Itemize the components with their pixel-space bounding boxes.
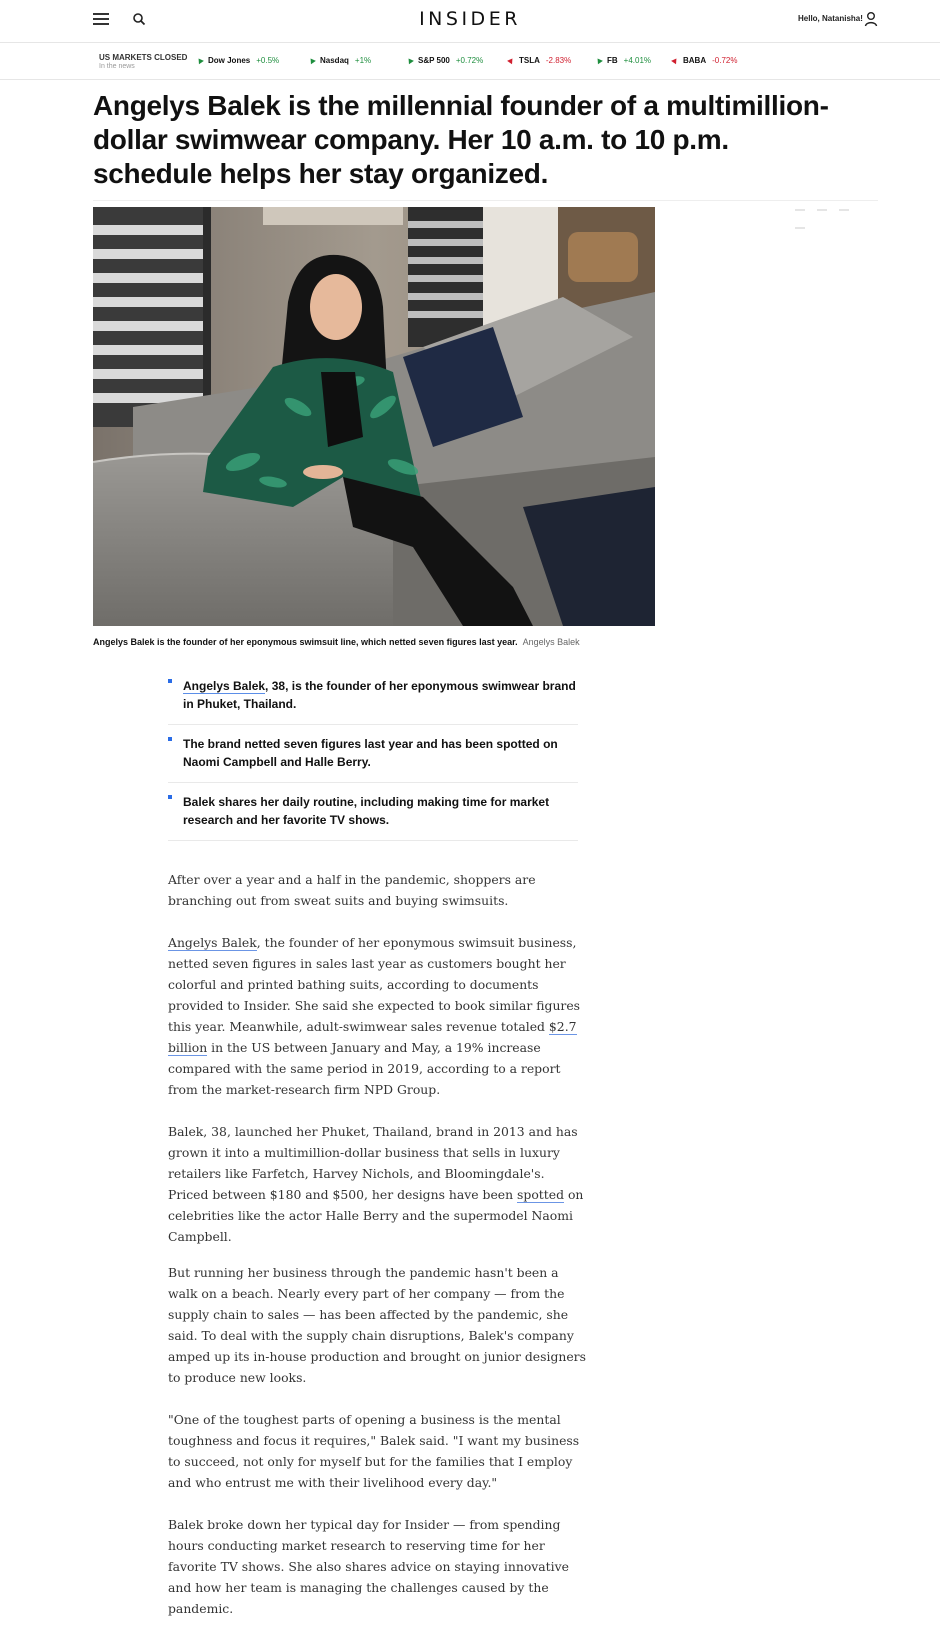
arrow-down-icon <box>507 57 515 65</box>
arrow-up-icon <box>308 57 316 65</box>
inline-link[interactable]: spotted <box>517 1187 565 1202</box>
paragraph: After over a year and a half in the pandemic, shoppers are branching out from sweat suits and buying swimsuits. <box>168 872 536 908</box>
ticker-name: BABA <box>683 56 707 65</box>
key-point-text: Balek shares her daily routine, including making time for market research and her favorite TV shows. <box>183 795 550 827</box>
inline-link[interactable]: Angelys Balek <box>168 935 257 950</box>
share-icon[interactable] <box>795 209 805 211</box>
ticker-change: +4.01% <box>623 56 652 65</box>
ticker-name: Nasdaq <box>320 56 349 65</box>
inline-link[interactable]: $2.7 billion <box>168 1019 577 1055</box>
paragraph-text: , the founder of her eponymous swimsuit business, netted seven figures in sales last year as customers bought her colorful and printed bathing suits, according to documents provided to Insider. She said she expected to book similar figures this year. Meanwhile, adult-swimwear sales revenue totaled <box>168 935 581 1034</box>
paragraph-text: in the US between January and May, a 19% increase compared with the same period in 2019, according to a report from the market-research firm NPD Group. <box>168 1040 561 1097</box>
bullet-icon <box>168 795 172 799</box>
ticker-item-nasdaq[interactable] <box>309 56 371 65</box>
arrow-up-icon <box>595 57 603 65</box>
ticker-item-dow-jones[interactable] <box>197 56 279 65</box>
hero-photo-illustration <box>93 207 655 626</box>
ticker-item-fb[interactable] <box>596 56 651 65</box>
arrow-up-icon <box>196 57 204 65</box>
ticker-name: FB <box>607 56 618 65</box>
top-navigation-bar <box>0 0 940 43</box>
paragraph <box>168 1121 586 1247</box>
paragraph <box>168 932 586 1100</box>
ticker-change: +0.72% <box>455 56 484 65</box>
ticker-change: +0.5% <box>256 56 280 65</box>
paragraph-text: on celebrities like the actor Halle Berry and the supermodel Naomi Campbell. <box>168 1187 584 1244</box>
arrow-up-icon <box>406 57 414 65</box>
ticker-name: S&P 500 <box>418 56 450 65</box>
key-point <box>168 725 578 783</box>
user-greeting: Hello, Natanisha! <box>798 14 863 23</box>
key-point-link[interactable]: Angelys Balek <box>183 679 266 693</box>
ticker-change: -0.72% <box>712 56 738 65</box>
key-point-text: , 38, is the founder of her eponymous swimwear brand in Phuket, Thailand. <box>183 679 576 711</box>
ticker-name: Dow Jones <box>208 56 251 65</box>
hero-photo <box>93 207 655 626</box>
share-bar <box>795 198 877 204</box>
arrow-down-icon <box>671 57 679 65</box>
bullet-icon <box>168 737 172 741</box>
article-body <box>168 869 586 1640</box>
share-icon[interactable] <box>839 209 849 211</box>
key-point <box>168 783 578 841</box>
ticker-item-baba[interactable] <box>672 56 737 65</box>
ticker-name: TSLA <box>519 56 540 65</box>
bullet-icon <box>168 679 172 683</box>
paragraph: Balek broke down her typical day for Insider — from spending hours conducting market research to reserving time for her favorite TV shows. She also shares advice on staying innovative and how her team is managing the challenges caused by the pandemic. <box>168 1517 569 1616</box>
user-account-icon[interactable] <box>864 11 878 27</box>
share-icon[interactable] <box>795 227 805 229</box>
markets-ticker <box>0 43 940 80</box>
ticker-change: -2.83% <box>545 56 572 65</box>
paragraph: "One of the toughest parts of opening a business is the mental toughness and focus it requires," Balek said. "I want my business to succeed, not only for myself but for the families that I employ and who entrust me with their livelihood every day." <box>168 1412 580 1490</box>
paragraph: But running her business through the pandemic hasn't been a walk on a beach. Nearly every part of her company — from the supply chain to sales — has been affected by the pandemic, she said. To deal with the supply chain disruptions, Balek's company amped up its in-house production and brought on junior designers to produce new looks. <box>168 1265 586 1385</box>
ticker-item-sp500[interactable] <box>407 56 483 65</box>
paragraph-text: Balek, 38, launched her Phuket, Thailand, brand in 2013 and has grown it into a multimillion-dollar business that sells in luxury retailers like Farfetch, Harvey Nichols, and Bloomingdale's. Priced between $180 and $500, her designs have been <box>168 1124 578 1202</box>
market-status-sub: In the news <box>99 63 135 70</box>
key-point-text: The brand netted seven figures last year and has been spotted on Naomi Campbell and Halle Berry. <box>183 737 558 769</box>
share-icon[interactable] <box>817 209 827 211</box>
market-status <box>99 53 187 71</box>
article-headline: Angelys Balek is the millennial founder of a multimillion-dollar swimwear company. Her 10 a.m. to 10 p.m. schedule helps her stay organized. <box>93 90 829 189</box>
insider-logo[interactable]: INSIDER <box>419 8 521 30</box>
headline-divider <box>93 200 878 201</box>
market-status-label: US MARKETS CLOSED <box>99 53 188 62</box>
key-point <box>168 677 578 725</box>
photo-caption <box>93 637 580 647</box>
ticker-item-tsla[interactable] <box>508 56 571 65</box>
photo-credit: Angelys Balek <box>522 637 580 647</box>
key-points-list <box>168 677 578 841</box>
ticker-change: +1% <box>354 56 372 65</box>
caption-text: Angelys Balek is the founder of her eponymous swimsuit line, which netted seven figures last year. <box>93 637 518 647</box>
